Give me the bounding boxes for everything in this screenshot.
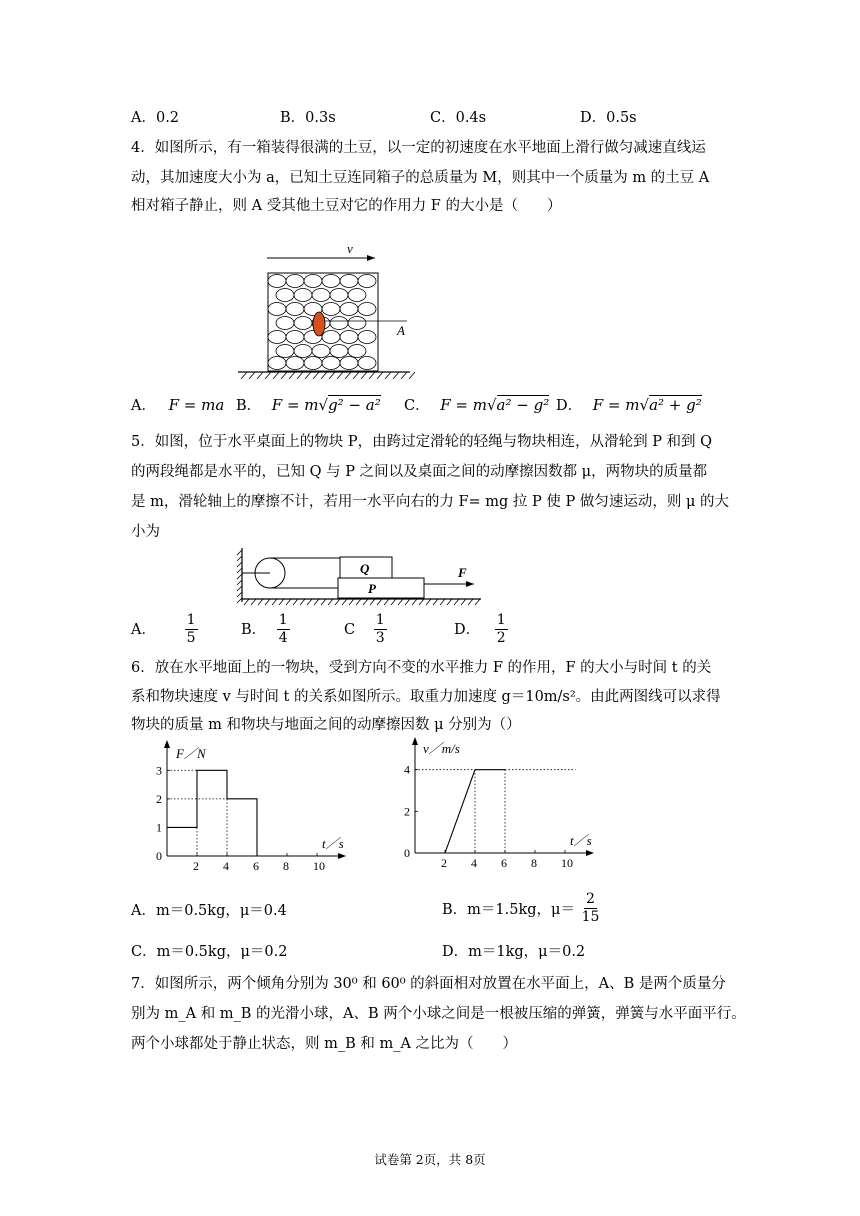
page-footer: 试卷第 2页，共 8页: [374, 1152, 486, 1167]
y-tick-label: 3: [156, 763, 162, 778]
q4-text-line3: 相对箱子静止，则 A 受其他土豆对它的作用力 F 的大小是（ ）: [131, 198, 562, 214]
x-tick-label: 2: [441, 856, 447, 870]
q6-text-line2: 系和物块速度 v 与时间 t 的关系如图所示。取重力加速度 g＝10m/s²。由此两图线可以求得: [131, 689, 721, 705]
q5-text-line3: 是 m，滑轮轴上的摩擦不计，若用一水平向右的力 F= mg 拉 P 使 P 做匀速运动，则 μ 的大: [131, 494, 730, 510]
chart1-ylabel: F／N: [176, 746, 206, 761]
force-time-chart: [150, 738, 360, 873]
velocity-time-chart: [395, 735, 605, 873]
chart2-xlabel: t／s: [570, 833, 592, 848]
q5-option-a: A． $\frac{1}{5}$: [131, 612, 196, 646]
q5-text-line2: 的两段绳都是水平的，已知 Q 与 P 之间以及桌面之间的动摩擦因数都 μ，两物块的质量都: [131, 464, 708, 480]
x-axis-arrow: [586, 850, 594, 856]
q5-text-line1: 5．如图，位于水平桌面上的物块 P，由跨过定滑轮的轻绳与物块相连，从滑轮到 P 和到 Q: [131, 434, 713, 450]
q7-text-line1: 7．如图所示，两个倾角分别为 30⁰ 和 60⁰ 的斜面相对放置在水平面上，A、B 是两个质量分: [131, 976, 726, 992]
y-tick-label: 4: [404, 762, 410, 777]
q5-option-d: D． $\frac{1}{2}$: [454, 612, 506, 646]
y-tick-label: 2: [156, 791, 162, 806]
x-tick-label: 6: [501, 856, 507, 870]
q3-option-c: C．0.4s: [430, 110, 487, 126]
y-tick-label: 2: [404, 804, 410, 819]
q6-option-a: A．m＝0.5kg，μ＝0.4: [131, 903, 287, 919]
q4-option-b: B． F = m√g² − a²: [236, 396, 381, 414]
y-axis-arrow: [164, 740, 170, 748]
q4-option-c: C． F = m√a² − g²: [404, 396, 550, 414]
q5-option-b: B． $\frac{1}{4}$: [241, 612, 288, 646]
q4-text-line1: 4．如图所示，有一箱装得很满的土豆，以一定的初速度在水平地面上滑行做匀减速直线运: [131, 140, 706, 156]
q6-option-d: D．m＝1kg，μ＝0.2: [442, 944, 586, 960]
series-line: [167, 770, 257, 856]
x-tick-label: 6: [253, 859, 259, 873]
y-tick-label: 0: [404, 846, 410, 860]
series-line: [415, 770, 505, 853]
potato-a-label: A: [397, 323, 405, 338]
q7-text-line2: 别为 m_A 和 m_B 的光滑小球，A、B 两个小球之间是一根被压缩的弹簧，弹簧与水平面平行。: [131, 1006, 746, 1022]
x-tick-label: 4: [471, 856, 477, 870]
q6-option-b: B．m＝1.5kg，μ＝ $\frac{2}{15}$: [442, 891, 600, 925]
q3-option-d: D．0.5s: [580, 110, 637, 126]
pulley-blocks-figure: [236, 544, 486, 608]
chart2-ylabel: v／m/s: [423, 741, 460, 756]
force-f-label: F: [458, 565, 467, 580]
q5-option-c: C $\frac{1}{3}$: [344, 612, 385, 646]
q4-option-a: A． F = ma: [131, 396, 225, 414]
q3-option-b: B．0.3s: [280, 110, 336, 126]
x-tick-label: 2: [193, 859, 199, 873]
y-axis-arrow: [412, 737, 418, 745]
q6-text-line1: 6．放在水平地面上的一物块，受到方向不变的水平推力 F 的作用，F 的大小与时间 t 的关: [131, 660, 712, 676]
q4-option-d: D． F = m√a² + g²: [556, 396, 702, 414]
x-tick-label: 4: [223, 859, 229, 873]
velocity-label: v: [347, 241, 353, 256]
q5-text-line4: 小为: [131, 524, 160, 540]
chart1-xlabel: t／s: [322, 836, 344, 851]
x-tick-label: 8: [531, 856, 537, 870]
block-q-label: Q: [360, 561, 370, 576]
q6-option-c: C．m＝0.5kg，μ＝0.2: [131, 944, 288, 960]
potato-box-figure: [235, 235, 415, 385]
y-tick-label: 0: [156, 849, 162, 863]
potato-a: [313, 312, 325, 336]
q6-text-line3: 物块的质量 m 和物块与地面之间的动摩擦因数 μ 分别为（）: [131, 717, 521, 733]
q3-option-a: A．0.2: [131, 110, 180, 126]
block-p-label: P: [368, 581, 376, 596]
q7-text-line3: 两个小球都处于静止状态，则 m_B 和 m_A 之比为（ ）: [131, 1036, 518, 1052]
q4-text-line2: 动，其加速度大小为 a，已知土豆连同箱子的总质量为 M，则其中一个质量为 m 的土豆 A: [131, 170, 710, 186]
y-tick-label: 1: [156, 820, 162, 835]
x-axis-arrow: [338, 853, 346, 859]
x-tick-label: 8: [283, 859, 289, 873]
x-tick-label: 10: [561, 856, 573, 870]
x-tick-label: 10: [313, 859, 325, 873]
